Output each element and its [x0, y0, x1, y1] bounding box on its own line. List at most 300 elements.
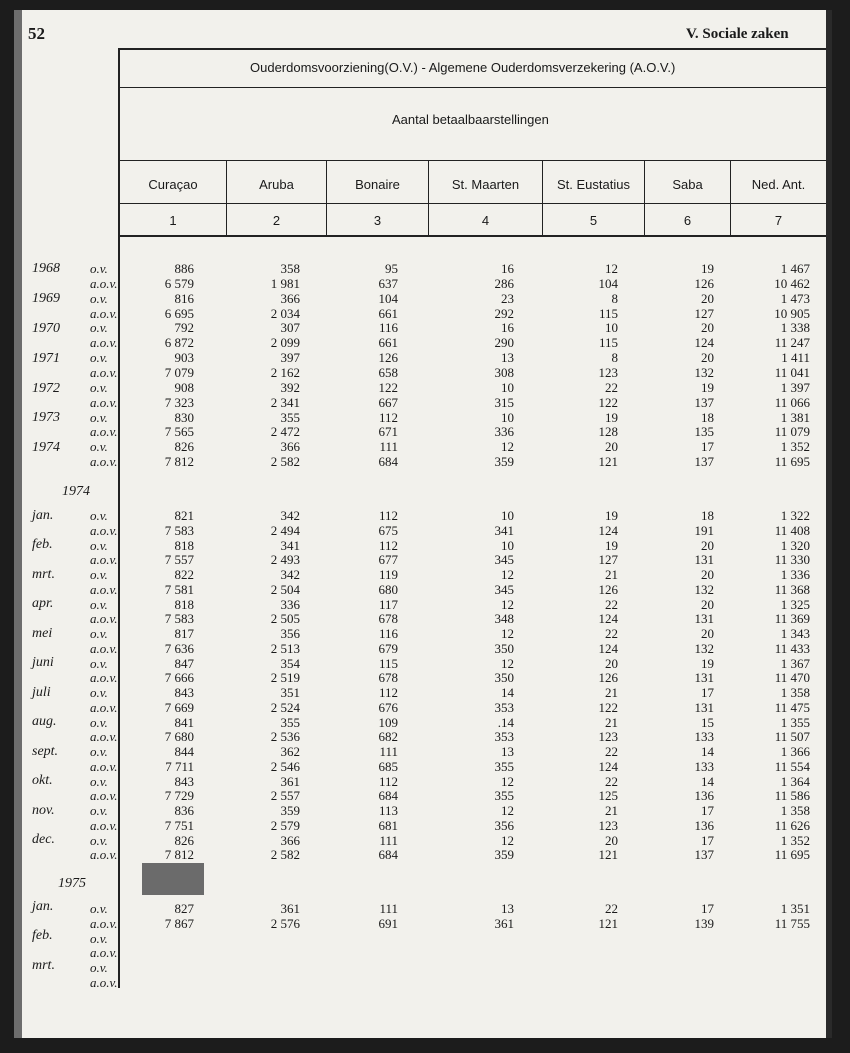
table-cell: 126 [598, 581, 618, 597]
table-cell: 132 [694, 364, 714, 380]
table-cell: 1 336 [780, 567, 810, 582]
row-type-label: a.o.v. [90, 581, 118, 597]
table-cell: 354 [280, 655, 300, 671]
table-cell: 818 [174, 596, 194, 612]
table-row [14, 395, 832, 410]
table-cell: 7 867 [164, 915, 194, 931]
table-cell: 680 [378, 581, 398, 597]
table-cell: 361 [494, 915, 514, 931]
column-number: 4 [481, 213, 490, 228]
row-type-label: a.o.v. [90, 611, 118, 627]
table-cell: 20 [701, 350, 714, 366]
table-row [14, 582, 832, 597]
table-cell: 847 [174, 655, 194, 671]
month-label: okt. [32, 773, 53, 788]
table-row [14, 759, 832, 774]
table-row [14, 847, 832, 862]
table-cell: 843 [174, 773, 194, 789]
table-row [14, 744, 832, 759]
table-cell: 7 323 [164, 394, 194, 410]
table-cell: 12 [605, 261, 618, 276]
table-cell: 11 330 [774, 552, 810, 568]
table-cell: 14 [701, 773, 714, 789]
table-row [14, 276, 832, 291]
table-cell: 122 [378, 379, 398, 395]
column-header-bonaire: Bonaire [355, 177, 400, 192]
group-year-label: 1975 [58, 876, 86, 891]
month-label: jan. [32, 508, 54, 523]
row-type-label: o.v. [90, 596, 108, 612]
table-cell: 2 504 [270, 581, 300, 597]
table-cell: 307 [280, 320, 300, 336]
table-cell: 366 [280, 439, 300, 455]
table-cell: 826 [174, 439, 194, 455]
table-cell: 126 [378, 350, 398, 366]
table-cell: 11 369 [774, 611, 810, 627]
table-cell: 19 [605, 537, 618, 553]
table-cell: 115 [598, 305, 618, 321]
table-cell: 10 905 [774, 305, 810, 321]
row-type-label: a.o.v. [90, 454, 118, 470]
table-cell: 128 [598, 424, 618, 440]
table-cell: 20 [701, 567, 714, 582]
page-number: 52 [28, 24, 45, 43]
table-cell: 1 411 [781, 350, 810, 366]
table-cell: 20 [605, 439, 618, 455]
table-cell: 355 [280, 714, 300, 730]
table-cell: 131 [694, 699, 714, 715]
table-cell: 20 [605, 655, 618, 671]
table-cell: 126 [598, 670, 618, 686]
table-row [14, 306, 832, 321]
table-cell: 676 [378, 699, 398, 715]
table-cell: 12 [501, 596, 514, 612]
table-cell: 11 433 [774, 640, 810, 656]
table-cell: 10 [501, 379, 514, 395]
table-cell: 22 [605, 901, 618, 916]
table-cell: 359 [280, 803, 300, 818]
table-cell: 111 [379, 439, 398, 455]
table-cell: 691 [378, 915, 398, 931]
table-row [14, 670, 832, 685]
table-cell: 1 352 [780, 439, 810, 455]
table-cell: 356 [494, 817, 514, 833]
table-cell: 10 [605, 320, 618, 336]
table-cell: .14 [497, 714, 514, 730]
table-cell: 1 358 [780, 685, 810, 700]
table-cell: 2 524 [270, 699, 300, 715]
table-cell: 7 711 [165, 758, 194, 774]
table-row [14, 715, 832, 730]
table-cell: 827 [174, 901, 194, 916]
table-cell: 1 473 [780, 290, 810, 306]
table-row [14, 320, 832, 335]
table-cell: 112 [378, 773, 398, 789]
table-cell: 124 [598, 611, 618, 627]
table-row [14, 508, 832, 523]
table-cell: 11 470 [774, 670, 810, 686]
row-type-label: a.o.v. [90, 305, 118, 321]
table-cell: 7 583 [164, 522, 194, 538]
table-cell: 12 [501, 773, 514, 789]
row-type-label: o.v. [90, 409, 108, 425]
table-cell: 135 [694, 424, 714, 440]
table-cell: 12 [501, 567, 514, 582]
table-cell: 356 [280, 626, 300, 641]
table-row [14, 552, 832, 567]
row-type-label: o.v. [90, 261, 108, 276]
table-cell: 8 [611, 350, 618, 366]
table-row [14, 611, 832, 626]
table-cell: 345 [494, 552, 514, 568]
table-cell: 355 [494, 758, 514, 774]
title-underline [120, 87, 826, 88]
table-cell: 11 695 [774, 847, 810, 863]
column-header-ned-ant: Ned. Ant. [751, 177, 806, 192]
year-label: 1973 [32, 410, 60, 425]
table-cell: 336 [494, 424, 514, 440]
table-cell: 908 [174, 379, 194, 395]
table-cell: 137 [694, 454, 714, 470]
table-row [14, 597, 832, 612]
table-row [14, 410, 832, 425]
month-label: apr. [32, 596, 54, 611]
table-cell: 667 [378, 394, 398, 410]
table-cell: 822 [174, 567, 194, 582]
table-top-rule [118, 48, 826, 50]
table-cell: 1 358 [780, 803, 810, 818]
table-row [14, 931, 832, 946]
table-cell: 136 [694, 817, 714, 833]
table-cell: 112 [378, 685, 398, 700]
table-row [14, 380, 832, 395]
table-cell: 11 475 [774, 699, 810, 715]
table-cell: 348 [494, 611, 514, 627]
document-page [14, 10, 832, 1038]
table-cell: 836 [174, 803, 194, 818]
table-cell: 10 462 [774, 275, 810, 291]
table-cell: 19 [605, 508, 618, 523]
row-type-label: a.o.v. [90, 394, 118, 410]
row-type-label: a.o.v. [90, 758, 118, 774]
row-type-label: a.o.v. [90, 275, 118, 291]
table-row [14, 538, 832, 553]
table-cell: 685 [378, 758, 398, 774]
table-cell: 661 [378, 335, 398, 351]
table-cell: 886 [174, 261, 194, 276]
table-cell: 132 [694, 581, 714, 597]
row-type-label: o.v. [90, 901, 108, 916]
table-cell: 14 [701, 744, 714, 759]
table-cell: 1 325 [780, 596, 810, 612]
row-type-label: a.o.v. [90, 975, 118, 990]
table-row [14, 641, 832, 656]
table-cell: 20 [701, 290, 714, 306]
table-cell: 111 [379, 744, 398, 759]
table-cell: 12 [501, 626, 514, 641]
table-cell: 355 [494, 788, 514, 804]
section-title: V. Sociale zaken [686, 26, 789, 42]
table-cell: 131 [694, 670, 714, 686]
table-row [14, 261, 832, 276]
table-cell: 127 [598, 552, 618, 568]
table-cell: 341 [494, 522, 514, 538]
table-cell: 22 [605, 773, 618, 789]
table-cell: 350 [494, 670, 514, 686]
table-cell: 678 [378, 670, 398, 686]
table-cell: 308 [494, 364, 514, 380]
table-row [14, 439, 832, 454]
table-row [14, 916, 832, 931]
table-cell: 23 [501, 290, 514, 306]
row-type-label: o.v. [90, 832, 108, 848]
table-cell: 841 [174, 714, 194, 730]
table-cell: 133 [694, 758, 714, 774]
row-type-label: o.v. [90, 508, 108, 523]
table-cell: 637 [378, 275, 398, 291]
table-row [14, 424, 832, 439]
table-cell: 12 [501, 655, 514, 671]
year-label: 1972 [32, 381, 60, 396]
table-title: Ouderdomsvoorziening(O.V.) - Algemene Ouderdomsverzekering (A.O.V.) [250, 60, 676, 75]
table-cell: 397 [280, 350, 300, 366]
table-cell: 13 [501, 350, 514, 366]
table-cell: 366 [280, 832, 300, 848]
table-cell: 124 [598, 522, 618, 538]
table-cell: 359 [494, 454, 514, 470]
table-cell: 11 079 [774, 424, 810, 440]
table-cell: 191 [694, 522, 714, 538]
table-cell: 678 [378, 611, 398, 627]
table-cell: 2 493 [270, 552, 300, 568]
table-cell: 11 507 [774, 729, 810, 745]
year-label: 1974 [32, 440, 60, 455]
table-cell: 12 [501, 439, 514, 455]
table-cell: 20 [701, 626, 714, 641]
table-cell: 125 [598, 788, 618, 804]
table-cell: 2 579 [270, 817, 300, 833]
table-cell: 20 [701, 537, 714, 553]
table-row [14, 833, 832, 848]
table-cell: 7 079 [164, 364, 194, 380]
table-row [14, 335, 832, 350]
table-cell: 20 [701, 320, 714, 336]
table-cell: 7 636 [164, 640, 194, 656]
table-cell: 7 557 [164, 552, 194, 568]
table-row [14, 626, 832, 641]
table-cell: 1 322 [780, 508, 810, 523]
row-type-label: a.o.v. [90, 788, 118, 804]
table-cell: 1 366 [780, 744, 810, 759]
month-label: feb. [32, 928, 53, 943]
row-type-label: o.v. [90, 567, 108, 582]
table-cell: 21 [605, 685, 618, 700]
table-row [14, 960, 832, 975]
column-number-underline [118, 235, 826, 237]
table-subtitle: Aantal betaalbaarstellingen [392, 112, 549, 127]
table-row [14, 656, 832, 671]
column-number: 7 [774, 213, 783, 228]
table-cell: 2 536 [270, 729, 300, 745]
table-cell: 2 576 [270, 915, 300, 931]
table-cell: 117 [378, 596, 398, 612]
table-cell: 121 [598, 915, 618, 931]
table-cell: 22 [605, 626, 618, 641]
table-cell: 11 695 [774, 454, 810, 470]
table-cell: 1 355 [780, 714, 810, 730]
table-cell: 131 [694, 611, 714, 627]
month-label: dec. [32, 832, 55, 847]
table-cell: 361 [280, 773, 300, 789]
table-cell: 1 343 [780, 626, 810, 641]
month-label: mrt. [32, 567, 55, 582]
column-header-aruba: Aruba [259, 177, 294, 192]
month-label: mrt. [32, 958, 55, 973]
row-type-label: a.o.v. [90, 945, 118, 961]
table-row [14, 774, 832, 789]
table-row [14, 945, 832, 960]
table-row [14, 729, 832, 744]
table-cell: 2 162 [270, 364, 300, 380]
row-type-label: a.o.v. [90, 670, 118, 686]
month-label: juli [32, 685, 51, 700]
table-cell: 315 [494, 394, 514, 410]
table-cell: 15 [701, 714, 714, 730]
table-cell: 131 [694, 552, 714, 568]
table-cell: 7 680 [164, 729, 194, 745]
table-cell: 682 [378, 729, 398, 745]
column-header-saba: Saba [672, 177, 703, 192]
column-number: 3 [373, 213, 382, 228]
year-label: 1969 [32, 291, 60, 306]
table-cell: 844 [174, 744, 194, 759]
table-cell: 792 [174, 320, 194, 336]
table-row [14, 788, 832, 803]
table-cell: 22 [605, 379, 618, 395]
table-cell: 19 [701, 655, 714, 671]
table-cell: 126 [694, 275, 714, 291]
table-cell: 11 626 [774, 817, 810, 833]
table-cell: 336 [280, 596, 300, 612]
table-cell: 350 [494, 640, 514, 656]
row-type-label: a.o.v. [90, 552, 118, 568]
table-cell: 122 [598, 699, 618, 715]
table-cell: 123 [598, 364, 618, 380]
table-cell: 132 [694, 640, 714, 656]
table-cell: 10 [501, 508, 514, 523]
table-cell: 16 [501, 320, 514, 336]
table-cell: 362 [280, 744, 300, 759]
table-cell: 818 [174, 537, 194, 553]
table-cell: 17 [701, 901, 714, 916]
table-cell: 116 [378, 320, 398, 336]
month-label: feb. [32, 537, 53, 552]
table-cell: 14 [501, 685, 514, 700]
table-cell: 7 669 [164, 699, 194, 715]
row-type-label: a.o.v. [90, 364, 118, 380]
table-cell: 124 [694, 335, 714, 351]
row-type-label: a.o.v. [90, 729, 118, 745]
table-cell: 115 [378, 655, 398, 671]
table-cell: 17 [701, 685, 714, 700]
table-cell: 10 [501, 409, 514, 425]
year-label: 1970 [32, 321, 60, 336]
row-type-label: o.v. [90, 655, 108, 671]
table-cell: 816 [174, 290, 194, 306]
column-header-curacao: Curaçao [148, 177, 198, 192]
table-cell: 12 [501, 803, 514, 818]
table-cell: 136 [694, 788, 714, 804]
table-cell: 684 [378, 454, 398, 470]
row-type-label: o.v. [90, 930, 108, 946]
year-label: 1971 [32, 351, 60, 366]
table-cell: 7 583 [164, 611, 194, 627]
table-row [14, 454, 832, 469]
table-cell: 112 [378, 508, 398, 523]
table-cell: 112 [378, 537, 398, 553]
table-cell: 355 [280, 409, 300, 425]
table-cell: 21 [605, 714, 618, 730]
table-cell: 119 [378, 567, 398, 582]
table-cell: 13 [501, 744, 514, 759]
table-cell: 19 [701, 379, 714, 395]
table-cell: 684 [378, 847, 398, 863]
row-type-label: a.o.v. [90, 817, 118, 833]
table-row [14, 350, 832, 365]
table-row [14, 291, 832, 306]
row-type-label: a.o.v. [90, 915, 118, 931]
row-type-label: o.v. [90, 626, 108, 641]
table-cell: 361 [280, 901, 300, 916]
table-cell: 11 755 [774, 915, 810, 931]
table-cell: 353 [494, 699, 514, 715]
row-type-label: o.v. [90, 379, 108, 395]
table-cell: 8 [611, 290, 618, 306]
table-cell: 843 [174, 685, 194, 700]
table-row [14, 803, 832, 818]
table-cell: 20 [701, 596, 714, 612]
table-cell: 116 [378, 626, 398, 641]
table-cell: 7 812 [164, 847, 194, 863]
row-type-label: a.o.v. [90, 522, 118, 538]
column-number: 2 [272, 213, 281, 228]
table-cell: 127 [694, 305, 714, 321]
table-cell: 684 [378, 788, 398, 804]
month-label: nov. [32, 803, 55, 818]
table-cell: 137 [694, 394, 714, 410]
table-cell: 11 041 [774, 364, 810, 380]
table-cell: 111 [379, 901, 398, 916]
row-type-label: o.v. [90, 350, 108, 366]
year-label: 1968 [32, 261, 60, 276]
table-cell: 7 751 [164, 817, 194, 833]
table-row [14, 685, 832, 700]
table-cell: 115 [598, 335, 618, 351]
table-cell: 1 351 [780, 901, 810, 916]
table-cell: 22 [605, 596, 618, 612]
table-cell: 2 513 [270, 640, 300, 656]
row-type-label: o.v. [90, 714, 108, 730]
table-cell: 6 695 [164, 305, 194, 321]
table-cell: 342 [280, 567, 300, 582]
table-cell: 1 381 [780, 409, 810, 425]
column-number: 1 [169, 213, 177, 228]
table-cell: 2 034 [270, 305, 300, 321]
table-cell: 6 579 [164, 275, 194, 291]
table-cell: 1 397 [780, 379, 810, 395]
table-cell: 16 [501, 261, 514, 276]
table-row [14, 818, 832, 833]
